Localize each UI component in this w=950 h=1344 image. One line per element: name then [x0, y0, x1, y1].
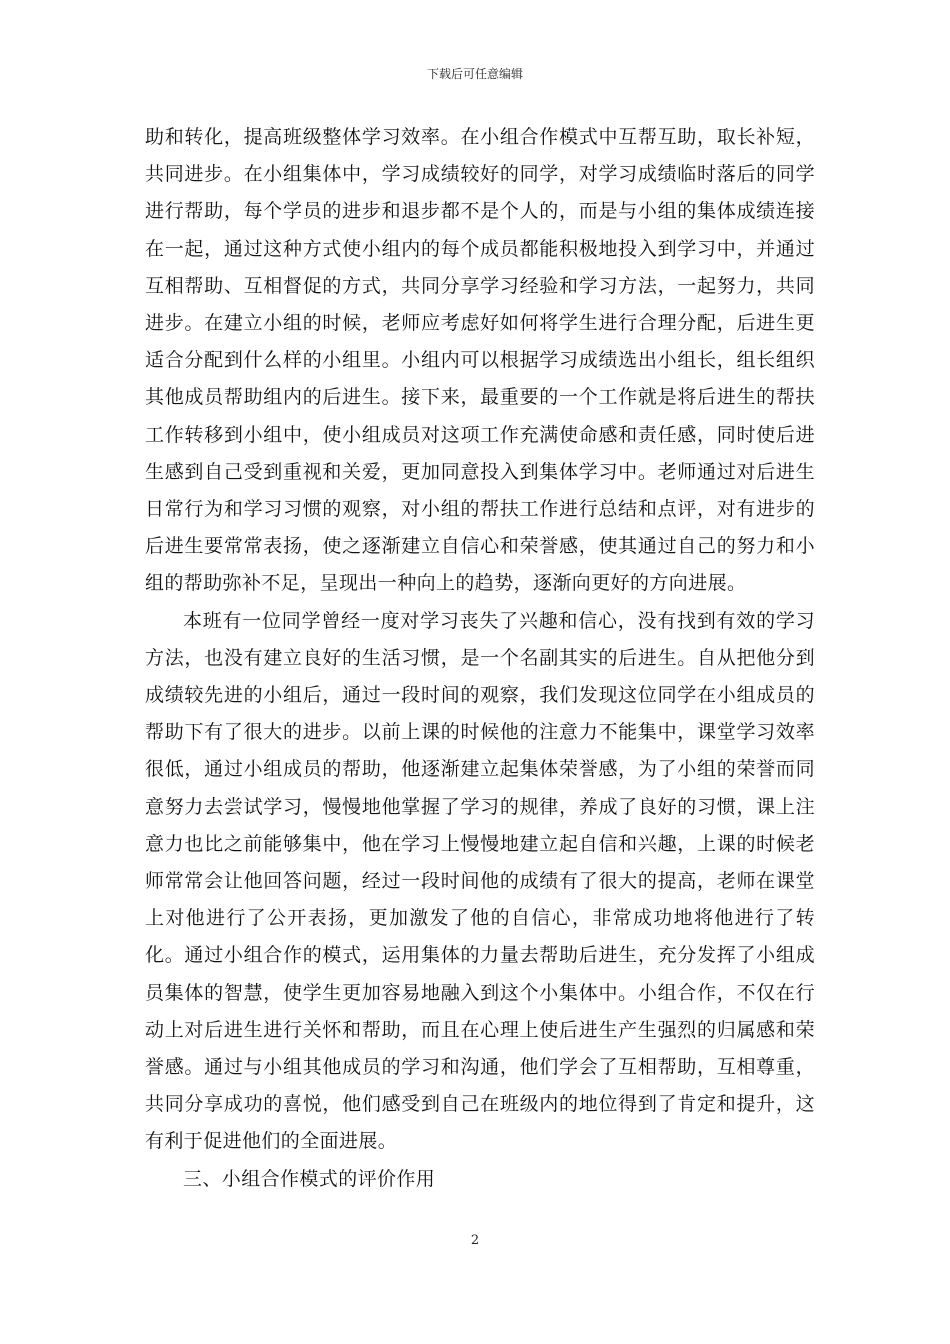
page-number: 2: [470, 1233, 480, 1248]
page-header: 下载后可任意编辑: [426, 67, 523, 81]
document-body: [145, 119, 815, 1198]
paragraph-continuation: 助和转化，提高班级整体学习效率。在小组合作模式中互帮互助，取长补短，共同进步。在小组集体中，学习成绩较好的同学，对学习成绩临时落后的同学进行帮助，每个学员的进步和退步都不是个人的，而是与小组的集体成绩连接在一起，通过这种方式使小组内的每个成员都能积极地投入到学习中，并通过互相帮助、互相督促的方式，共同分享学习经验和学习方法，一起努力，共同进步。在建立小组的时候，老师应考虑好如何将学生进行合理分配，后进生更适合分配到什么样的小组里。小组内可以根据学习成绩选出小组长，组长组织其他成员帮助组内的后进生。接下来，最重要的一个工作就是将后进生的帮扶工作转移到小组中，使小组成员对这项工作充满使命感和责任感，同时使后进生感到自己受到重视和关爱，更加同意投入到集体学习中。老师通过对后进生日常行为和学习习惯的观察，对小组的帮扶工作进行总结和点评，对有进步的后进生要常常表扬，使之逐渐建立自信心和荣誉感，使其通过自己的努力和小组的帮助弥补不足，呈现出一种向上的趋势，逐渐向更好的方向进展。: [145, 126, 815, 595]
section-heading: 三、小组合作模式的评价作用: [183, 1167, 436, 1190]
paragraph-case-study: 本班有一位同学曾经一度对学习丧失了兴趣和信心，没有找到有效的学习方法，也没有建立良好的生活习惯，是一个名副其实的后进生。自从把他分到成绩较先进的小组后，通过一段时间的观察，我们发现这位同学在小组成员的帮助下有了很大的进步。以前上课的时候他的注意力不能集中，课堂学习效率很低，通过小组成员的帮助，他逐渐建立起集体荣誉感，为了小组的荣誉而同意努力去尝试学习，慢慢地他掌握了学习的规律，养成了良好的习惯，课上注意力也比之前能够集中，他在学习上慢慢地建立起自信和兴趣，上课的时候老师常常会让他回答问题，经过一段时间他的成绩有了很大的提高，老师在课堂上对他进行了公开表扬，更加激发了他的自信心，非常成功地将他进行了转化。通过小组合作的模式，运用集体的力量去帮助后进生，充分发挥了小组成员集体的智慧，使学生更加容易地融入到这个小集体中。小组合作，不仅在行动上对后进生进行关怀和帮助，而且在心理上使后进生产生强烈的归属感和荣誉感。通过与小组其他成员的学习和沟通，他们学会了互相帮助，互相尊重，共同分享成功的喜悦，他们感受到自己在班级内的地位得到了肯定和提升，这有利于促进他们的全面进展。: [145, 609, 815, 1153]
